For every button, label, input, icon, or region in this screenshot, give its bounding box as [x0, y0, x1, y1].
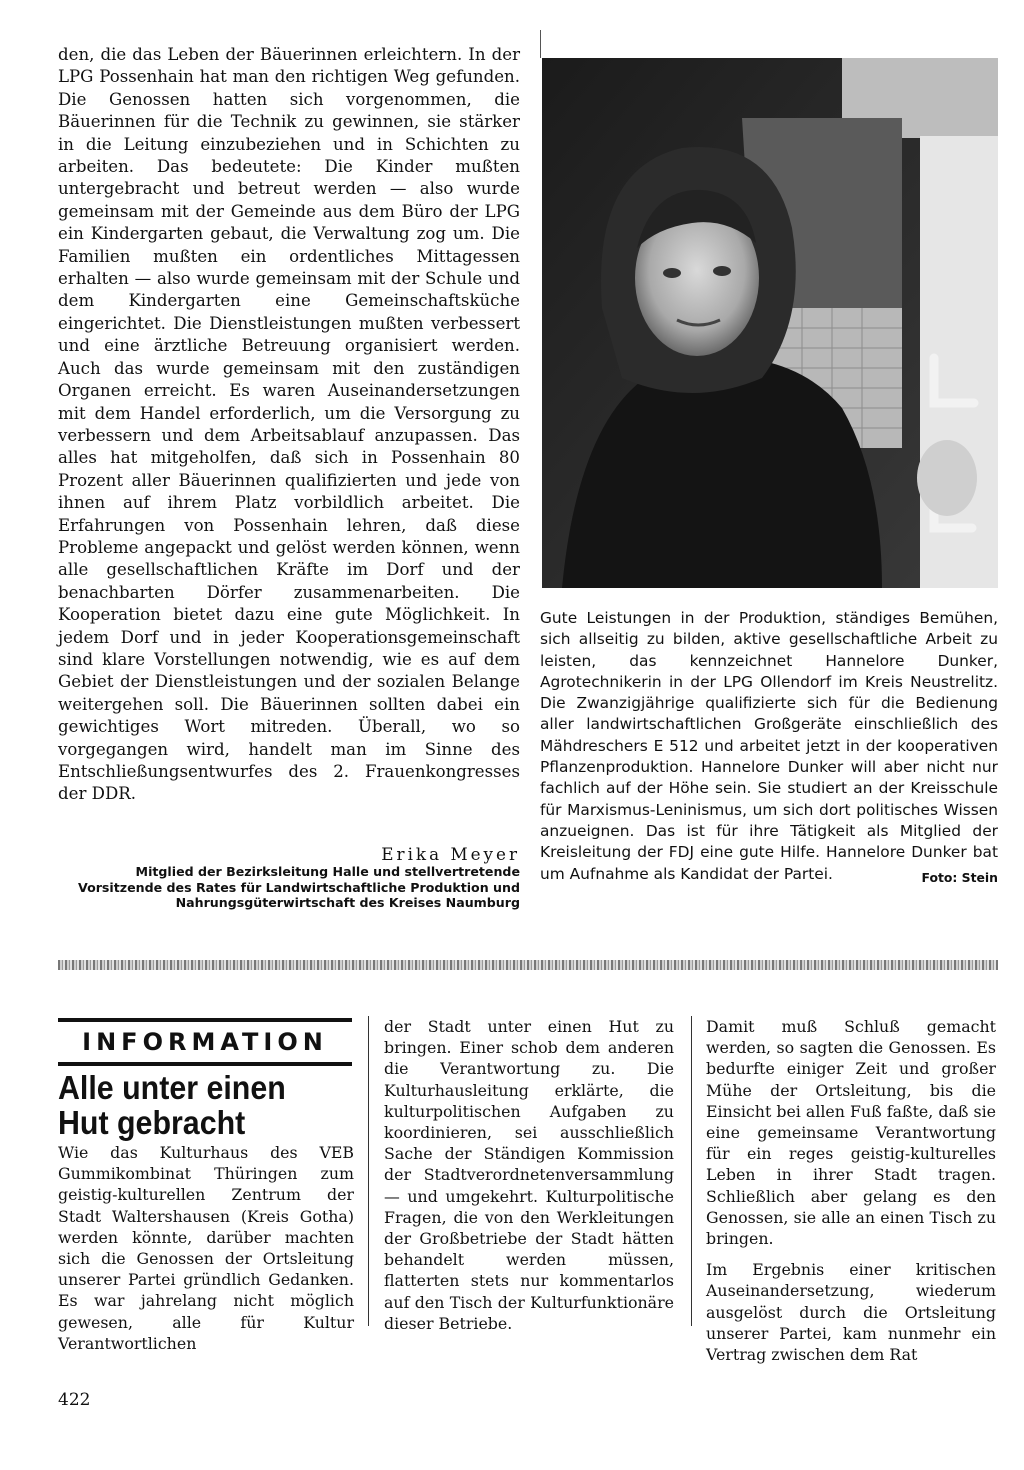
caption-text: Gute Leistungen in der Produktion, ständiges Bemühen, sich allseitig zu bilden, aktive gesellschaftliche Arbeit zu leisten, das kennzeichnet Hannelore Dunker, Agrotechnikerin in der LPG Ollendorf im Kreis Neustrelitz. Die Zwanzigjährige qualifizierte sich für die Bedienung aller landwirtschaftlichen Großgeräte einschließlich des Mähdreschers E 512 und arbeitet jetzt in der kooperativen Pflanzenproduktion. Hannelore Dunker will aber nicht nur fachlich auf der Höhe sein. Sie studiert an der Kreisschule für Marxismus-Leninismus, um sich dort politisches Wissen anzueignen. Das ist für ihre Tätigkeit als Mitglied der Kreisleitung der FDJ eine gute Hilfe. Hannelore Dunker bat um Aufnahme als Kandidat der Partei. — [540, 609, 998, 883]
article-signature — [58, 844, 520, 911]
information-column-1-text: Wie das Kulturhaus des VEB Gummikombinat Thüringen zum geistig-kulturellen Zentrum der Stadt Waltershausen (Kreis Gotha) werden könnte, darüber machten sich die Genossen der Ortsleitung unserer Partei gründlich Gedanken. Es war jahrelang nicht möglich gewesen, alle für Kultur Verantwortlichen — [58, 1143, 354, 1353]
portrait-photo — [542, 58, 998, 588]
photo-caption — [540, 608, 998, 888]
column-rule — [368, 1016, 369, 1326]
article-body-text: den, die das Leben der Bäuerinnen erleichtern. In der LPG Possenhain hat man den richtigen Weg gefunden. Die Genossen hatten sich vorgenommen, die Bäuerinnen für die Technik zu gewinnen, sie stärker in die Leitung einzubeziehen und in Schichten zu arbeiten. Das bedeutete: Die Kinder mußten untergebracht und betreut werden — also wurde gemeinsam mit der Gemeinde aus dem Büro der LPG ein Kindergarten gebaut, die Verwaltung zog um. Die Familien mußten ein ordentliches Mittagessen erhalten — also wurde gemeinsam mit der Schule und dem Kindergarten eine Gemeinschaftsküche eingerichtet. Die Dienstleistungen mußten verbessert und eine ärztliche Betreuung organisiert werden. Auch das wurde gemeinsam mit den zuständigen Organen erreicht. Es waren Auseinandersetzungen mit dem Handel erforderlich, um die Versorgung zu verbessern und dem Arbeitsablauf anzupassen. Das alles hat mitgeholfen, daß sich in Possenhain 80 Prozent aller Bäuerinnen qualifizierten und jede von ihnen auf ihrem Platz vorbildlich arbeitet. Die Erfahrungen von Possenhain lehren, daß diese Probleme angepackt und gelöst werden können, wenn alle gesellschaftlichen Kräfte im Dorf und der benachbarten Dörfer zusammenarbeiten. Die Kooperation bietet dazu eine gute Möglichkeit. In jedem Dorf und in jeder Kooperationsgemeinschaft sind klare Vorstellungen notwendig, wie es auf dem Gebiet der Dienstleistungen und der sozialen Belange weitergehen soll. Die Bäuerinnen sollten dabei ein gewichtiges Wort mitreden. Überall, wo so vorgegangen wird, handelt man im Sinne des Entschließungsentwurfes des 2. Frauenkongresses der DDR. — [58, 45, 520, 804]
photo-credit: Foto: Stein — [921, 869, 998, 885]
information-column-1 — [58, 1142, 354, 1353]
page-number: 422 — [58, 1390, 91, 1410]
column-rule — [691, 1016, 692, 1326]
information-column-3-paragraph-1: Damit muß Schluß gemacht werden, so sagten die Genossen. Es bedurfte einiger Zeit und großer Mühe der Ortsleitung, bis die Einsicht bei allen Fuß faßte, daß sie eine gemeinsame Verantwortung für ein reges geistig-kulturelles Leben in ihrer Stadt tragen. Schließlich aber gelang es den Genossen, sie alle an einen Tisch zu bringen. — [706, 1017, 996, 1249]
information-headline: Alle unter einen Hut gebracht — [58, 1069, 286, 1141]
section-label-information: INFORMATION — [58, 1018, 352, 1066]
information-column-2 — [384, 1016, 674, 1336]
information-column-3-paragraph-2: Im Ergebnis einer kritischen Auseinandersetzung, wiederum ausgelöst durch die Ortsleitung unserer Partei, kam nunmehr ein Vertrag zwischen dem Rat — [706, 1260, 996, 1365]
article-body — [58, 44, 520, 864]
information-column-3 — [706, 1016, 996, 1365]
column-rule-top — [540, 30, 541, 58]
author-name: Erika Meyer — [381, 844, 520, 864]
author-role: Mitglied der Bezirksleitung Halle und stellvertretende Vorsitzende des Rates für Landwirtschaftliche Produktion und Nahrungsgüterwirtschaft des Kreises Naumburg — [78, 864, 520, 911]
section-divider — [58, 960, 998, 970]
information-column-2-text: der Stadt unter einen Hut zu bringen. Einer schob dem anderen die Verantwortung zu. Die Kulturhausleitung erklärte, die kulturpolitischen Aufgaben zu koordinieren, sei ausschließlich Sache der Ständigen Kommission der Stadtverordnetenversammlung — und umgekehrt. Kulturpolitische Fragen, die von den Werkleitungen der Großbetriebe der Stadt hätten behandelt werden müssen, flatterten stets nur kommentarlos auf den Tisch der Kulturfunktionäre dieser Betriebe. — [384, 1017, 674, 1333]
portrait-photo-image — [542, 58, 998, 588]
photo-caption-text — [540, 608, 998, 885]
